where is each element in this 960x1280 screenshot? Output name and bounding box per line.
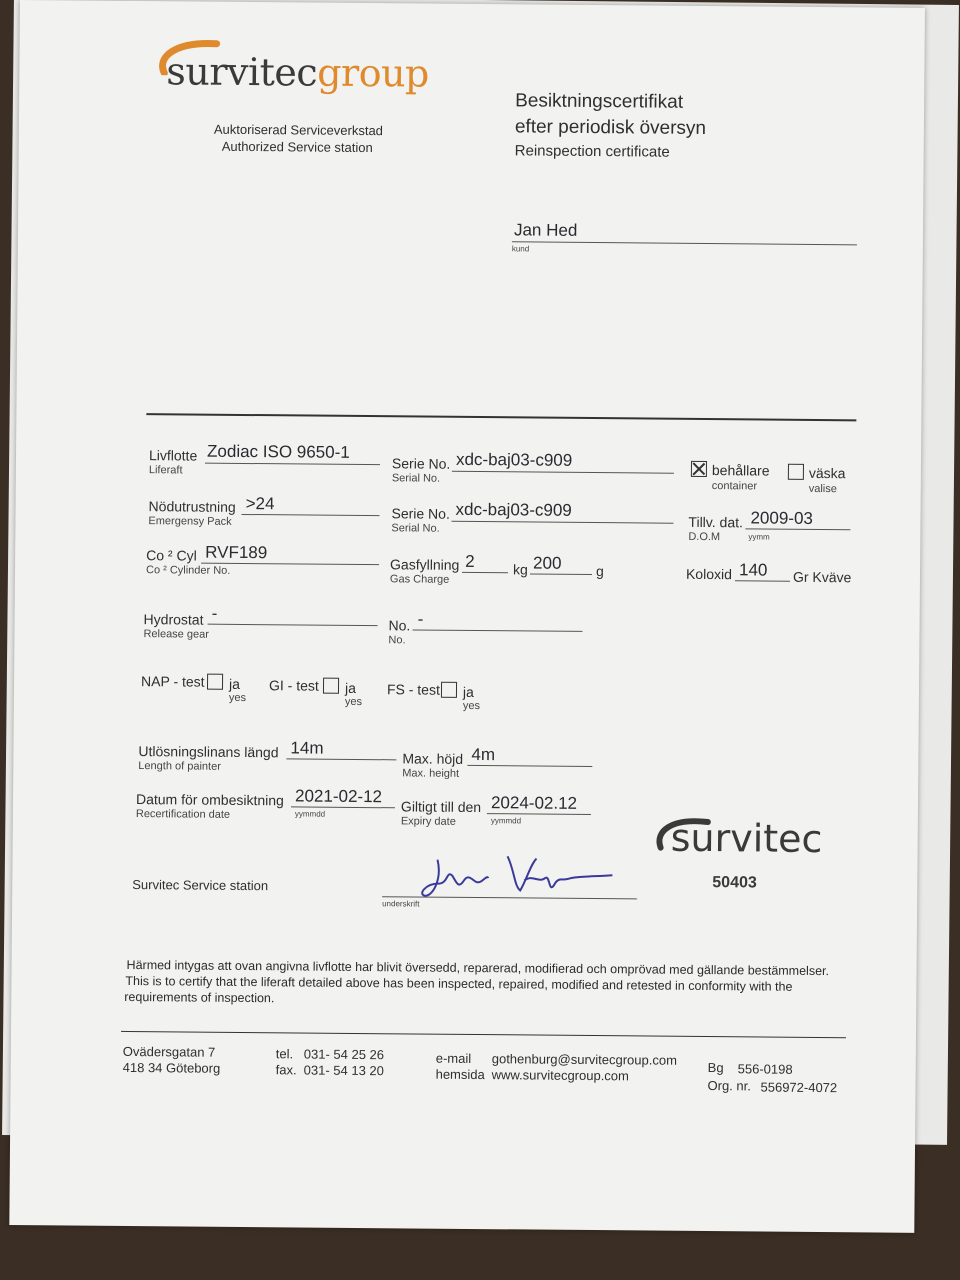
valise-checkbox[interactable]	[788, 464, 804, 480]
liferaft-sub: Liferaft	[148, 464, 183, 477]
serial1-label: Serie No.	[391, 455, 451, 472]
liferaft-label: Livflotte	[148, 447, 198, 464]
emergency-sub: Emergensy Pack	[148, 515, 232, 528]
recert-value: 2021-02-12	[294, 786, 383, 807]
nap-ja: ja	[228, 675, 241, 692]
koloxid-unit: Gr Kväve	[792, 568, 852, 586]
gi-ja: ja	[344, 679, 356, 696]
web-link[interactable]: www.survitecgroup.com	[491, 1067, 629, 1084]
co2-label: Co ² Cyl	[146, 547, 197, 564]
expiry-sub: Expiry date	[400, 815, 456, 828]
no-label: No.	[388, 617, 411, 634]
gas-g-unit: g	[595, 563, 604, 580]
station-label: Survitec Service station	[132, 877, 269, 894]
recert-label: Datum för ombesiktning	[135, 791, 284, 809]
dom-sub: D.O.M	[688, 530, 721, 544]
title-line2: efter periodisk översyn	[514, 116, 707, 139]
expiry-value: 2024-02.12	[490, 793, 578, 813]
service-en: Authorized Service station	[221, 138, 373, 156]
service-sv: Auktoriserad Serviceverkstad	[213, 121, 384, 139]
container-checkbox[interactable]	[691, 461, 707, 477]
web-label: hemsida	[435, 1066, 485, 1083]
dom-label: Tillv. dat.	[688, 513, 744, 531]
tel-label: tel.	[275, 1046, 294, 1062]
header-divider	[146, 413, 856, 421]
serial2-value: xdc-baj03-c909	[455, 499, 572, 520]
koloxid-value: 140	[738, 560, 768, 580]
signature-label: underskrift	[382, 899, 420, 909]
gas-kg-unit: kg	[512, 561, 528, 578]
height-label: Max. höjd	[402, 750, 464, 767]
address-line1: Ovädersgatan 7	[122, 1043, 216, 1060]
certificate-page	[9, 0, 925, 1233]
fs-checkbox[interactable]	[441, 682, 457, 698]
serial2-label: Serie No.	[391, 505, 450, 522]
dom-value: 2009-03	[750, 508, 813, 528]
painter-sub: Length of painter	[138, 760, 221, 773]
bg-value: 556-0198	[737, 1061, 793, 1077]
nap-checkbox[interactable]	[207, 674, 223, 690]
serial1-sub: Serial No.	[391, 472, 441, 485]
survitec-stamp-logo	[653, 814, 823, 862]
nap-label: NAP - test	[140, 673, 205, 690]
signature	[402, 839, 623, 911]
org-label: Org. nr.	[707, 1078, 751, 1094]
bg-label: Bg	[707, 1060, 724, 1076]
survitecgroup-logo	[154, 39, 430, 96]
height-sub: Max. height	[402, 767, 460, 780]
statement-en-2: requirements of inspection.	[124, 989, 275, 1006]
gas-sub: Gas Charge	[389, 573, 450, 586]
hydrostat-value: -	[211, 603, 218, 623]
tel-value: 031- 54 25 26	[303, 1046, 385, 1063]
email-link[interactable]: gothenburg@survitecgroup.com	[491, 1051, 678, 1068]
nap-yes: yes	[228, 691, 247, 704]
valise-sub: valise	[808, 482, 837, 496]
fs-yes: yes	[462, 699, 481, 713]
fs-label: FS - test	[386, 681, 440, 698]
fax-label: fax.	[275, 1062, 297, 1078]
gas-g-value: 200	[533, 553, 562, 573]
emergency-value: >24	[245, 493, 275, 514]
gi-checkbox[interactable]	[323, 678, 339, 694]
org-value: 556972-4072	[760, 1079, 838, 1096]
recert-sub: Recertification date	[135, 808, 231, 821]
height-value: 4m	[471, 744, 496, 765]
co2-value: RVF189	[205, 542, 268, 563]
gi-yes: yes	[344, 695, 363, 709]
dom-hint: yymm	[748, 532, 770, 542]
expiry-label: Giltigt till den	[400, 798, 482, 816]
no-value: -	[417, 609, 424, 629]
statement-sv: Härmed intygas att ovan angivna livflotte har blivit översedd, reparerad, modifierad och omprövad med gällande bestämmelser.	[126, 957, 830, 979]
expiry-hint: yymmdd	[490, 816, 522, 826]
serial2-sub: Serial No.	[391, 522, 440, 535]
serial1-value: xdc-baj03-c909	[455, 449, 573, 470]
container-sub: container	[711, 480, 758, 493]
fs-ja: ja	[462, 683, 474, 700]
fax-value: 031- 54 13 20	[303, 1062, 384, 1079]
stamp-number: 50403	[712, 874, 757, 892]
gi-label: GI - test	[268, 677, 319, 694]
statement-en-1: This is to certify that the liferaft detailed above has been inspected, repaired, modified and retested in conformity with the	[125, 973, 793, 994]
logo-text-group: group	[316, 50, 430, 96]
koloxid-label: Koloxid	[685, 565, 733, 583]
customer-value: Jan Hed	[513, 220, 578, 240]
gas-kg-value: 2	[465, 551, 475, 571]
customer-label: kund	[511, 244, 530, 254]
hydrostat-sub: Release gear	[143, 628, 209, 641]
container-label: behållare	[711, 462, 770, 479]
address-line2: 418 34 Göteborg	[122, 1059, 221, 1076]
stamp-logo-text: survitec	[670, 815, 823, 862]
gas-label: Gasfyllning	[390, 556, 460, 573]
title-line1: Besiktningscertifikat	[515, 90, 684, 113]
painter-label: Utlösningslinans längd	[138, 743, 279, 761]
logo-text-survitec: survitec	[166, 49, 318, 95]
title-line3: Reinspection certificate	[514, 142, 670, 161]
painter-value: 14m	[290, 738, 324, 758]
co2-sub: Co ² Cylinder No.	[145, 564, 231, 577]
recert-hint: yymmdd	[294, 809, 326, 819]
valise-label: väska	[808, 464, 846, 482]
email-label: e-mail	[435, 1050, 472, 1066]
emergency-label: Nödutrustning	[148, 498, 236, 515]
footer-divider	[121, 1031, 846, 1038]
liferaft-value: Zodiac ISO 9650-1	[206, 441, 350, 462]
hydrostat-label: Hydrostat	[143, 611, 204, 628]
no-sub: No.	[388, 634, 406, 647]
